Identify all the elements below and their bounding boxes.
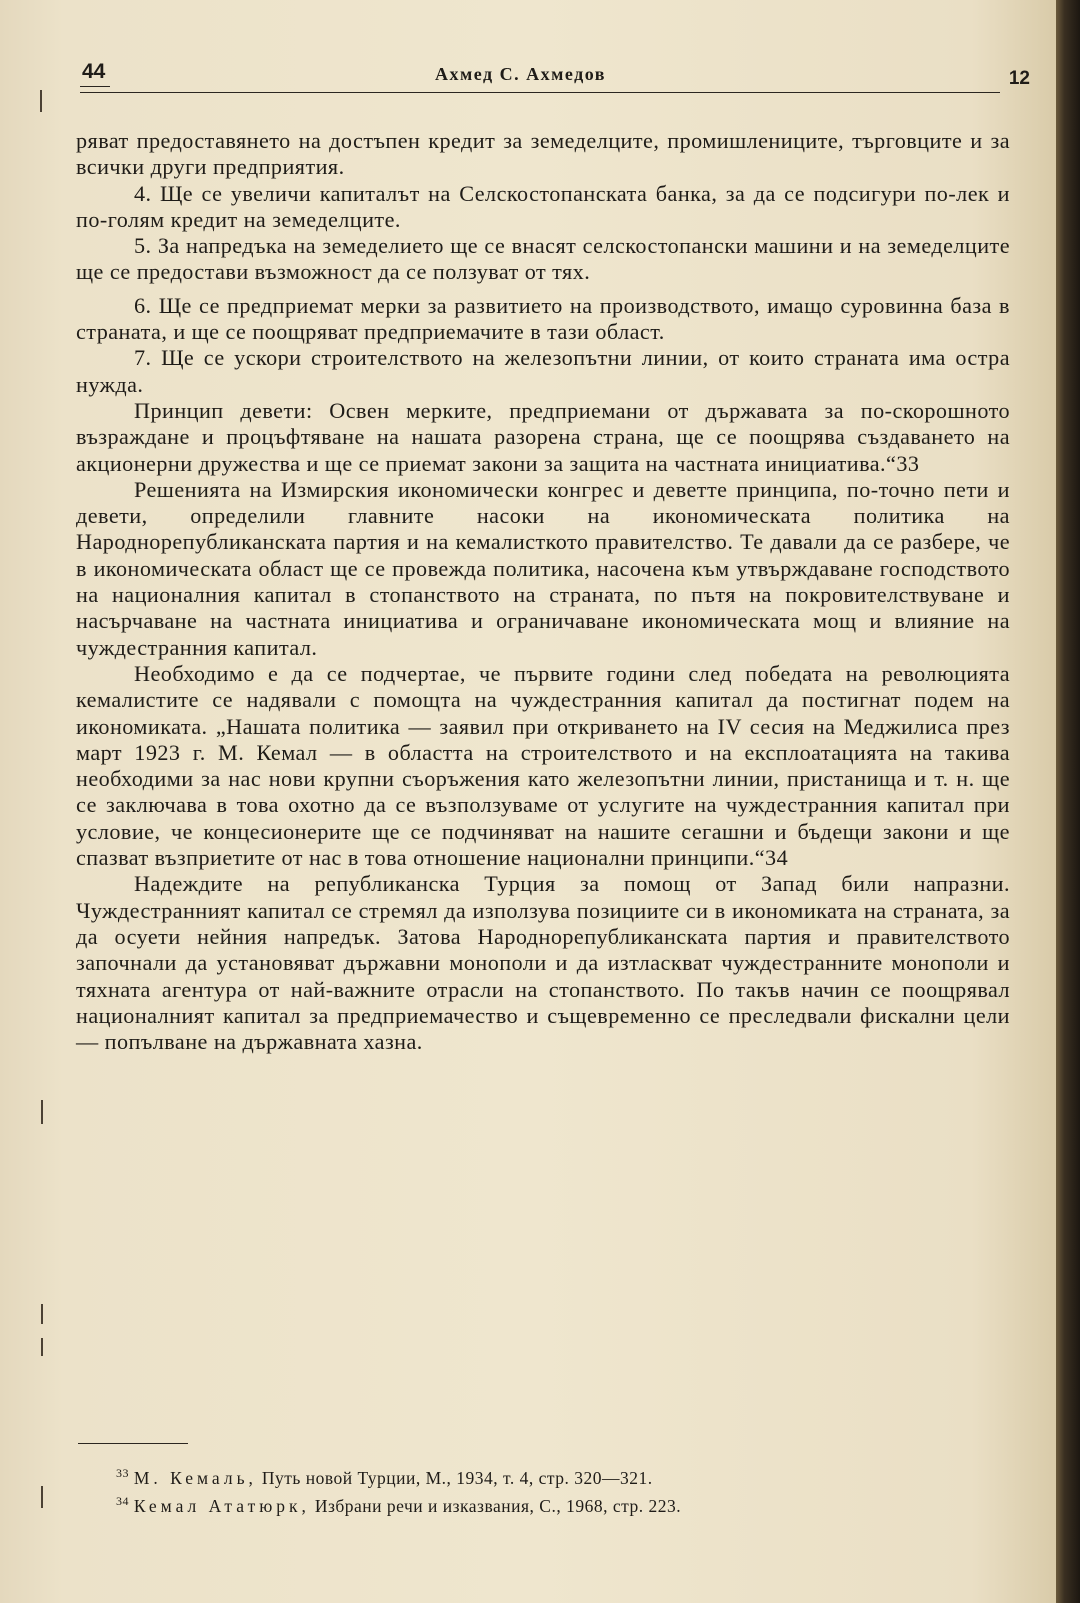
paragraph: Принцип девети: Освен мерките, предприемани от държавата за по-скорошното възраждане и процъфтяване на нашата разорена страна, ще се поощрява създаването на акционерни дружества и ще се приемат закони за защита на частната инициатива.“33 — [76, 397, 1010, 476]
footnote-rule — [78, 1443, 188, 1444]
footnote-author: Кемал Ататюрк, — [133, 1495, 310, 1516]
paragraph: 5. За напредъка на земеделието ще се внасят селскостопански машини и на земеделците ще се предостави възможност да се ползуват от тях. — [76, 233, 1010, 285]
main-text — [76, 128, 1010, 1055]
book-spine — [1056, 0, 1080, 1603]
header-rule — [80, 92, 1000, 93]
header-underline — [80, 86, 110, 87]
margin-mark — [41, 1100, 43, 1124]
paragraph: 4. Ще се увеличи капиталът на Селскостопанската банка, за да се подсигури по-лек и по-голям кредит на земеделците. — [76, 180, 1010, 232]
footnote — [116, 1494, 681, 1517]
margin-mark — [41, 1304, 43, 1324]
paragraph: Необходимо е да се подчертае, че първите години след победата на революцията кемалистите се надявали с помощта на чуждестранния капитал да постигнат подем на икономиката. „Нашата политика — заявил при откриването на IV сесия на Меджилиса през март 1923 г. М. Кемал — в областта на строителството и на експлоатацията на такива необходими за нас нови крупни съоръжения като железопътни линии, пристанища и т. н. ще се заключава в това охотно да се възползуваме от услугите на чуждестранния капитал при условие, че концесионерите ще се подчиняват на нашите сегашни и бъдещи закони и ще спазват възприетите от нас в това отношение национални принципи.“34 — [76, 660, 1010, 871]
footnote-author: М. Кемаль, — [133, 1467, 257, 1488]
footnote — [116, 1466, 653, 1489]
paragraph: 6. Ще се предприемат мерки за развитието на производството, имащо суровинна база в страната, и ще се поощряват предприемачите в тази област. — [76, 292, 1010, 345]
paragraph: Решенията на Измирския икономически конгрес и деветте принципа, по-точно пети и девети, определили главните насоки на икономическата политика на Народнорепубликанската партия и на кемалисткото правителство. Те давали да се разбере, че в икономическата област ще се провежда политика, насочена към утвърждаване господството на националния капитал в стопанството на страната, по пътя на покровителствуване и насърчаване на частната инициатива и ограничаване икономическата мощ и влияние на чуждестранния капитал. — [76, 476, 1010, 660]
margin-mark — [41, 1338, 43, 1356]
running-head: Ахмед С. Ахмедов — [435, 64, 607, 84]
footnote-number: 34 — [116, 1494, 129, 1508]
page-header — [80, 56, 1030, 96]
paragraph: Надеждите на републиканска Турция за помощ от Запад били напразни. Чуждестранният капитал се стремял да използува позициите си в икономиката на страната, за да осуети нейния напредък. Затова Народнорепубликанската партия и правителството започнали да установяват държавни монополи и да изтласкват чуждестранните монополи и тяхната агентура от най-важните отрасли на стопанството. По такъв начин се поощрявал националният капитал за предприемачество и същевременно се преследвали фискални цели — попълване на държавната хазна. — [76, 871, 1010, 1055]
page-number-right: 12 — [1008, 68, 1030, 89]
paragraph: 7. Ще се ускори строителството на железопътни линии, от които страната има остра нужда. — [76, 345, 1010, 397]
footnote-text: Путь новой Турции, М., 1934, т. 4, стр. 320—321. — [261, 1467, 653, 1488]
margin-mark — [40, 90, 42, 112]
footnote-text: Избрани речи и изказвания, С., 1968, стр. 223. — [314, 1495, 682, 1516]
margin-mark — [41, 1486, 43, 1508]
footnote-number: 33 — [116, 1466, 129, 1480]
page-number-left: 44 — [82, 60, 106, 83]
paragraph: ряват предоставянето на достъпен кредит за земеделците, промишлениците, търговците и за всички други предприятия. — [76, 128, 1010, 180]
